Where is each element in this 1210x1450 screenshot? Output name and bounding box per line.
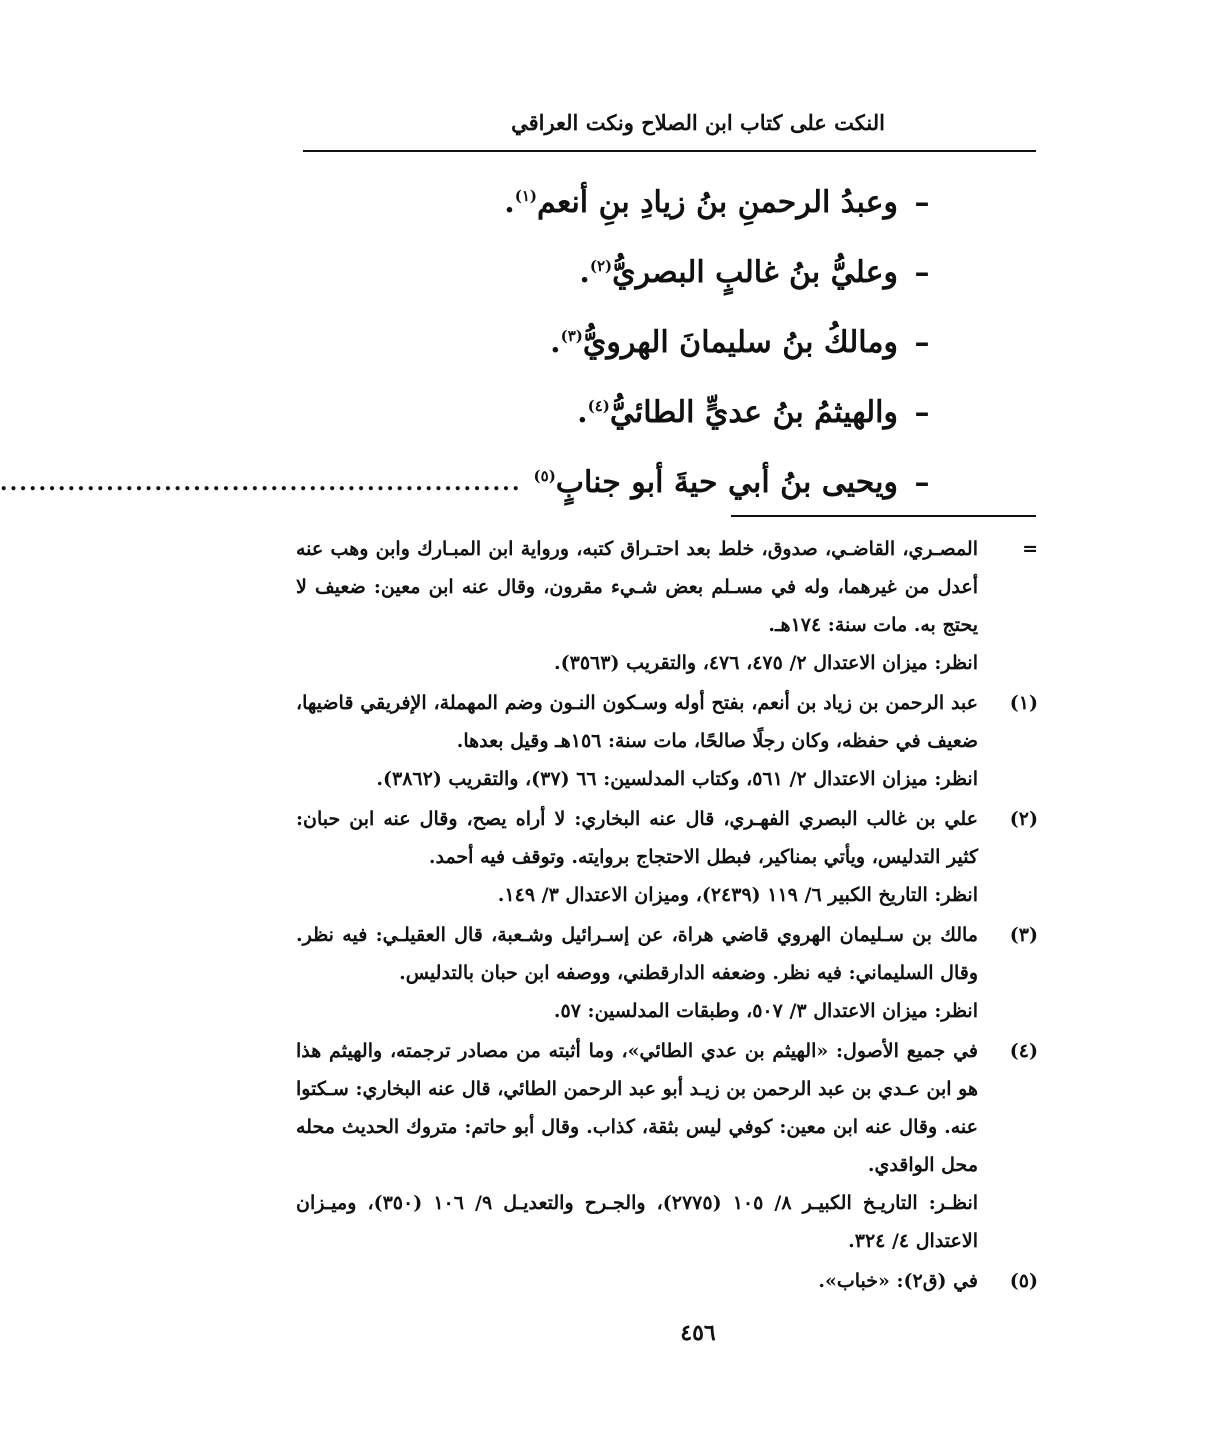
footnote-body — [296, 684, 978, 798]
narrator-name: والهيثمُ بنُ عديٍّ الطائيُّ$^{(٤)}$. — [577, 395, 898, 430]
footnote-source: انظر: التاريخ الكبير ٦/ ١١٩ (٢٤٣٩)، وميزان الاعتدال ٣/ ١٤٩. — [497, 884, 978, 906]
continuation-dots: ...................................................... — [0, 470, 522, 496]
item-dash: – — [914, 465, 930, 500]
footnote-marker: (٤) — [1009, 1040, 1038, 1062]
footnote-text: المصـري، القاضـي، صدوق، خلط بعد احتـراق كتبه، ورواية ابن المبـارك وابن وهب عنه أعدل من غيرهما، وله في مسـلم بعض شـيء مقرون، وقال عنه ابن معين: ضعيف لا يحتج به. مات سنة: ١٧٤هـ. — [296, 538, 978, 636]
footnote-text: مالك بن سـليمان الهروي قاضي هراة، عن إسـرائيل وشـعبة، قال العقيلـي: فيه نظر. وقال السليماني: فيه نظر. وضعفه الدارقطني، ووصفه ابن حبان بالتدليس. — [296, 924, 978, 984]
item-dash: – — [914, 185, 930, 220]
narrator-item — [296, 308, 946, 378]
narrator-list — [0, 168, 946, 518]
narrator-name: ويحيى بنُ أبي حيةَ أبو جنابٍ$^{(٥)}$ — [533, 465, 898, 500]
footnote-source: انظـر: التاريـخ الكبيـر ٨/ ١٠٥ (٢٧٧٥)، والجـرح والتعديـل ٩/ ١٠٦ (٣٥٠)، وميـزان الاعتدال ٤/ ٣٢٤. — [296, 1192, 979, 1252]
footnote-3 — [296, 916, 1038, 1030]
footnote-5 — [296, 1262, 1038, 1300]
footnote-body — [296, 916, 978, 1030]
narrator-name: وعبدُ الرحمنِ بنُ زيادِ بنِ أنعم$^{(١)}$. — [504, 185, 898, 220]
footnote-ref: (١) — [514, 187, 537, 205]
footnote-body — [296, 1032, 978, 1260]
page-number: ٤٥٦ — [680, 1320, 716, 1346]
footnote-text: علي بن غالب البصري الفهـري، قال عنه البخاري: لا أراه يصح، وقال عنه ابن حبان: كثير التدليس، ويأتي بمناكير، فبطل الاحتجاج بروايته. وتوقف فيه أحمد. — [296, 808, 978, 868]
footnote-text: في جميع الأصول: «الهيثم بن عدي الطائي»، وما أثبته من مصادر ترجمته، والهيثم هذا هو ابن عـدي بن عبد الرحمن بن زيـد أبو عبد الرحمن الطائي، قال عنه البخاري: سـكتوا عنه. وقال عنه ابن معين: كوفي ليس بثقة، كذاب. وقال أبو حاتم: متروك الحديث محله محل الواقدي. — [296, 1040, 978, 1176]
footnote-4 — [296, 1032, 1038, 1260]
footnote-source: انظر: ميزان الاعتدال ٣/ ٥٠٧، وطبقات المدلسين: ٥٧. — [553, 1000, 978, 1022]
footnote-text: في (ق٢): «خباب». — [818, 1270, 978, 1292]
item-dash: – — [914, 255, 930, 290]
footnote-body — [296, 800, 978, 914]
footnote-marker: (٣) — [1009, 924, 1038, 946]
footnote-rule — [731, 515, 1036, 517]
footnote-marker: (٥) — [1009, 1270, 1038, 1292]
footnote-ref: (٣) — [560, 327, 583, 345]
narrator-item — [296, 238, 946, 308]
footnote-marker: = — [1022, 538, 1038, 560]
footnote-1 — [296, 684, 1038, 798]
item-dash: – — [914, 395, 930, 430]
footnote-ref: (٢) — [589, 257, 613, 275]
footnote-2 — [296, 800, 1038, 914]
narrator-name: ومالكُ بنُ سليمانَ الهرويُّ$^{(٣)}$. — [550, 325, 898, 360]
footnote-marker: (٢) — [1009, 808, 1038, 830]
footnote-source: انظر: ميزان الاعتدال ٢/ ٥٦١، وكتاب المدلسين: ٦٦ (٣٧)، والتقريب (٣٨٦٢). — [376, 768, 978, 790]
narrator-name: وعليُّ بنُ غالبٍ البصريُّ$^{(٢)}$. — [579, 255, 898, 290]
running-title: النكت على كتاب ابن الصلاح ونكت العراقي — [511, 110, 885, 135]
narrator-item — [0, 448, 946, 518]
footnotes — [296, 530, 1038, 1302]
footnote-marker: (١) — [1009, 692, 1038, 714]
narrator-item — [296, 378, 946, 448]
header-rule — [303, 150, 1036, 152]
footnote-ref: (٥) — [533, 467, 556, 485]
footnote-body — [296, 1262, 978, 1300]
footnote-continuation — [296, 530, 1038, 682]
footnote-text: عبد الرحمن بن زياد بن أنعم، بفتح أوله وسـكون النـون وضم المهملة، الإفريقي قاضيها، ضعيف في حفظه، وكان رجلًا صالحًا، مات سنة: ١٥٦هـ وقيل بعدها. — [296, 692, 978, 752]
footnote-body — [296, 530, 978, 682]
item-dash: – — [914, 325, 930, 360]
narrator-item — [296, 168, 946, 238]
footnote-source: انظر: ميزان الاعتدال ٢/ ٤٧٥، ٤٧٦، والتقريب (٣٥٦٣). — [554, 652, 978, 674]
footnote-ref: (٤) — [587, 397, 610, 415]
